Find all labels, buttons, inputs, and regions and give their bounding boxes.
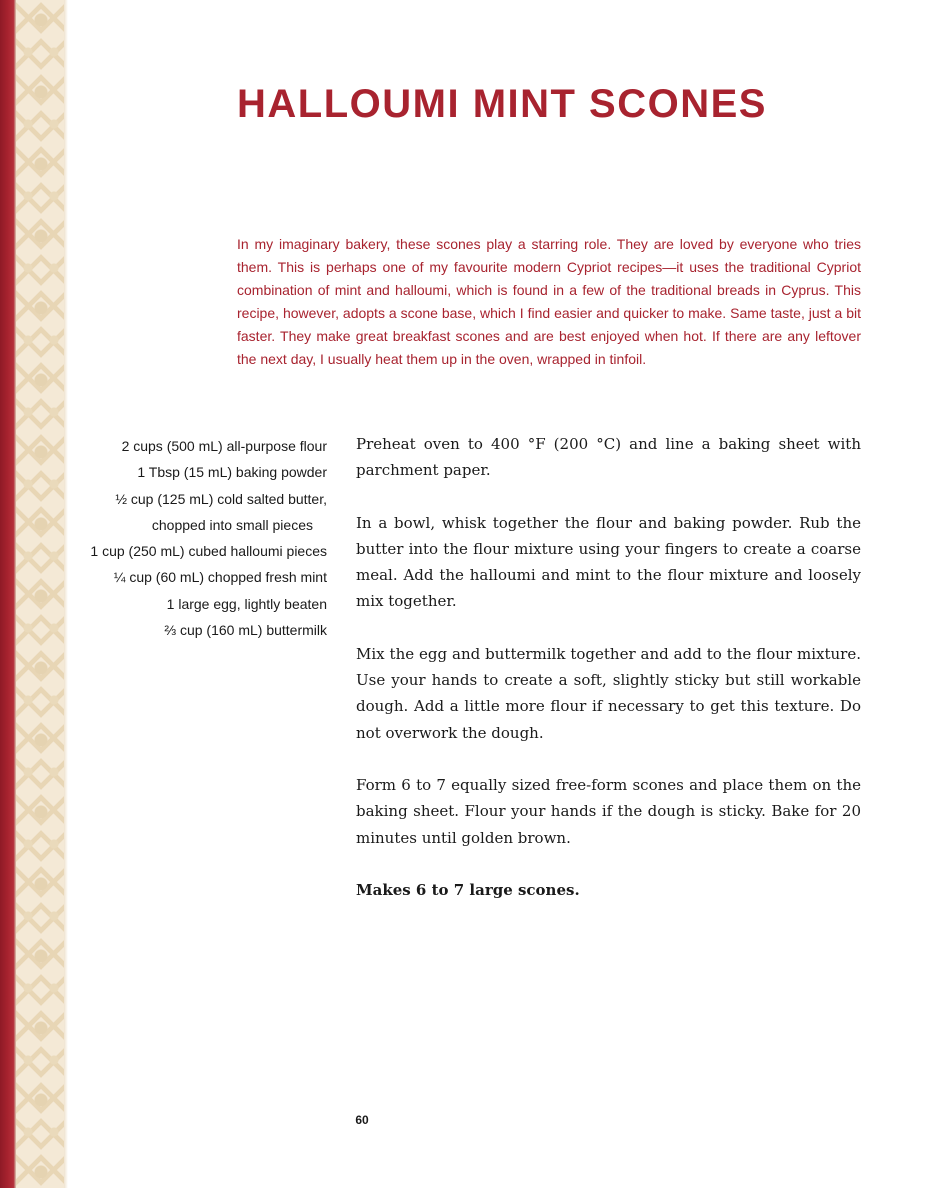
ingredient-item: chopped into small pieces [151, 516, 313, 533]
ingredient-item: 2 cups (500 mL) all-purpose flour [121, 438, 327, 454]
method-step: Form 6 to 7 equally sized free-form scones and place them on the baking sheet. Flour your hands if the dough is sticky. Bake for 20 minutes until golden brown. [356, 775, 861, 847]
decorative-lace-border [16, 0, 66, 1188]
method-step: Mix the egg and buttermilk together and add to the flour mixture. Use your hands to create a soft, slightly sticky but still workable dough. Add a little more flour if necessary to get this texture. Do not overwork the dough. [356, 644, 861, 742]
ingredient-item: 1 large egg, lightly beaten [166, 595, 327, 612]
ingredient-item: 1 Tbsp (15 mL) baking powder [137, 464, 327, 481]
ingredient-item: 1 cup (250 mL) cubed halloumi pieces [90, 543, 327, 560]
ingredient-item: ⅔ cup (160 mL) buttermilk [164, 622, 327, 639]
recipe-title: HALLOUMI MINT SCONES [237, 82, 767, 126]
recipe-intro: In my imaginary bakery, these scones play a starring role. They are loved by everyone who tries them. This is perhaps one of my favourite modern Cypriot recipes—it uses the traditional Cypriot combination of mint and halloumi, which is found in a few of the traditional breads in Cyprus. This recipe, however, adopts a scone base, which I find easier and quicker to make. Same taste, just a bit faster. They make great breakfast scones and are best enjoyed when hot. If there are any leftover the next day, I usually heat them up in the oven, wrapped in tinfoil. [237, 236, 861, 367]
decorative-red-border [0, 0, 16, 1188]
ingredient-list [60, 433, 327, 643]
page-number: 60 [355, 1113, 369, 1127]
ingredient-item: ¼ cup (60 mL) chopped fresh mint [113, 569, 327, 586]
method-step: In a bowl, whisk together the flour and baking powder. Rub the butter into the flour mixture using your fingers to create a coarse meal. Add the halloumi and mint to the flour mixture and loosely mix together. [356, 513, 861, 611]
method-steps [356, 431, 861, 929]
method-step: Preheat oven to 400 °F (200 °C) and line a baking sheet with parchment paper. [356, 435, 861, 480]
ingredient-item: ½ cup (125 mL) cold salted butter, [115, 490, 327, 507]
recipe-yield: Makes 6 to 7 large scones. [356, 880, 580, 899]
